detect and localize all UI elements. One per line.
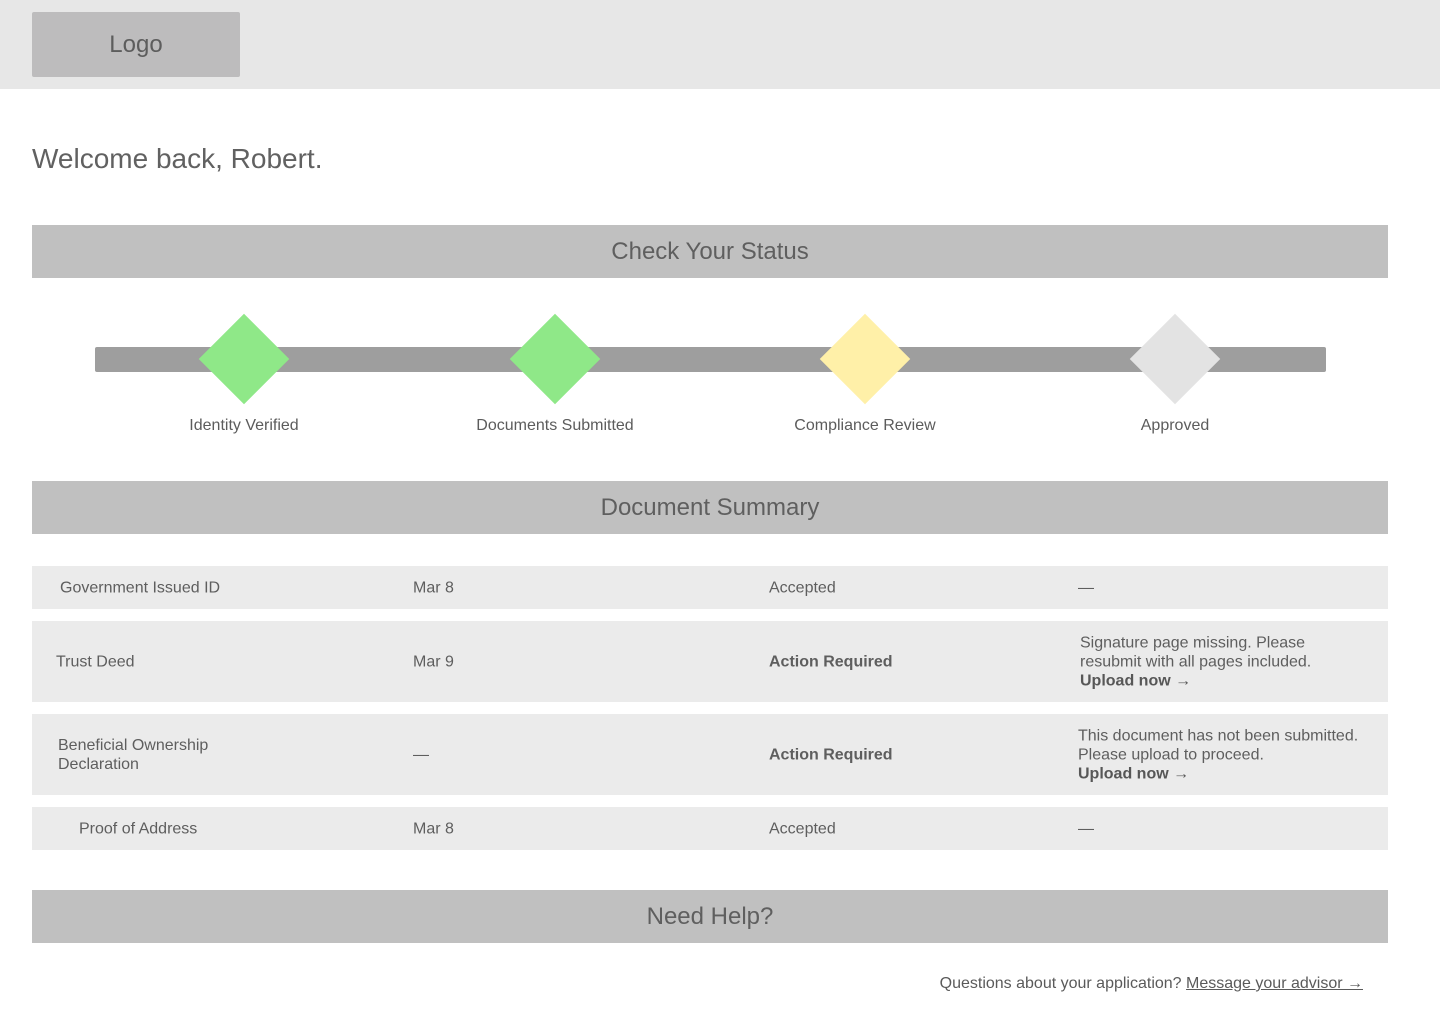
document-status: Action Required (769, 746, 893, 763)
help-question: Questions about your application? (939, 975, 1182, 992)
status-step-documents-submitted (445, 315, 665, 445)
document-status: Action Required (769, 653, 893, 670)
document-date: — (413, 746, 429, 763)
document-status: Accepted (769, 820, 836, 837)
document-note-block (1080, 633, 1370, 690)
document-note: — (1078, 820, 1094, 837)
document-note-block (1078, 726, 1378, 783)
step-label: Identity Verified (189, 417, 299, 434)
document-note: Signature page missing. Please resubmit with all pages included. (1080, 634, 1312, 670)
document-status: Accepted (769, 579, 836, 596)
document-row (32, 621, 1388, 702)
status-step-approved (1065, 315, 1285, 445)
upload-now-link[interactable]: Upload now → (1080, 672, 1192, 689)
document-name: Beneficial Ownership Declaration (58, 736, 209, 773)
document-date: Mar 8 (413, 579, 454, 596)
help-section-title: Need Help? (32, 890, 1388, 943)
step-complete-icon (199, 314, 290, 405)
status-step-identity-verified (134, 315, 354, 445)
step-complete-icon (510, 314, 601, 405)
header (0, 0, 1440, 89)
documents-section-title: Document Summary (32, 481, 1388, 534)
document-date: Mar 9 (413, 653, 454, 670)
status-step-compliance-review (755, 315, 975, 445)
step-in-progress-icon (820, 314, 911, 405)
document-row (32, 566, 1388, 609)
step-label: Compliance Review (794, 417, 936, 434)
logo[interactable]: Logo (32, 12, 240, 77)
document-note: This document has not been submitted. Please upload to proceed. (1078, 727, 1359, 763)
step-label: Documents Submitted (476, 417, 634, 434)
document-row (32, 714, 1388, 795)
help-text (940, 975, 1363, 993)
document-name: Trust Deed (56, 653, 135, 670)
document-row (32, 807, 1388, 850)
welcome-heading: Welcome back, Robert. (32, 143, 323, 174)
document-name: Proof of Address (79, 820, 198, 837)
document-date: Mar 8 (413, 820, 454, 837)
status-section-title: Check Your Status (32, 225, 1388, 278)
message-advisor-link[interactable]: Message your advisor → (1186, 975, 1363, 992)
step-pending-icon (1130, 314, 1221, 405)
upload-now-link[interactable]: Upload now → (1078, 765, 1190, 782)
document-name: Government Issued ID (60, 579, 221, 596)
step-label: Approved (1140, 417, 1210, 434)
document-note: — (1078, 579, 1094, 596)
